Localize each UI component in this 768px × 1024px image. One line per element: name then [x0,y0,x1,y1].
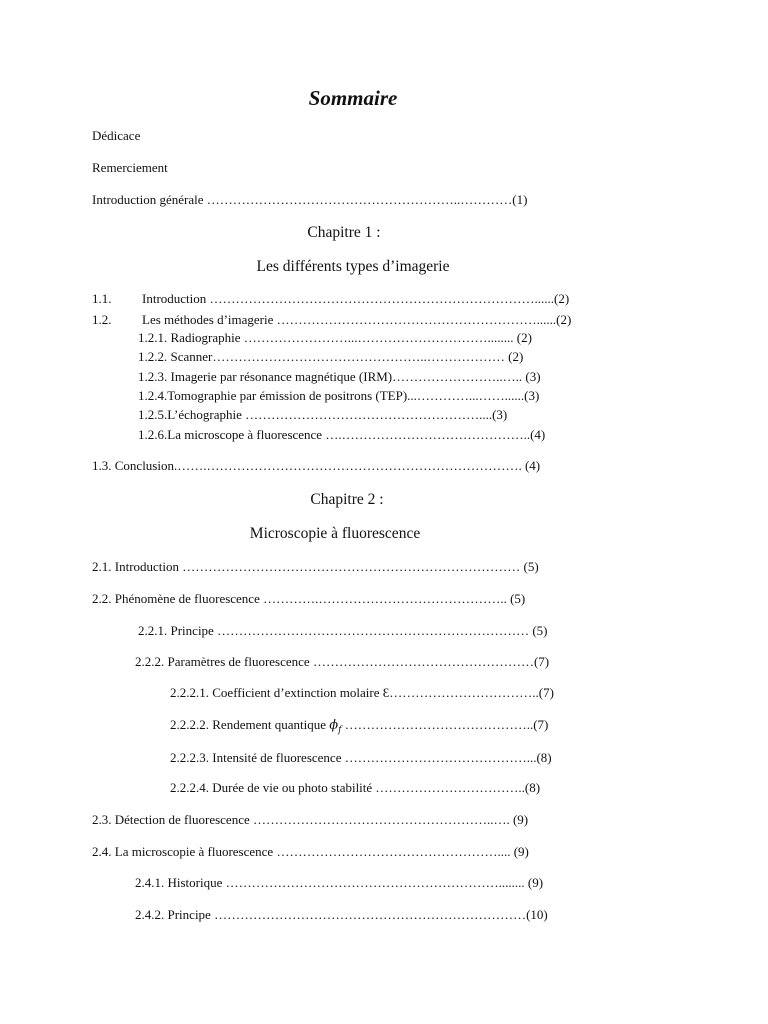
toc-entry-1-2-4: 1.2.4.Tomographie par émission de positrons (TEP)...…………...……......(3) [138,388,540,403]
chapter2-subtitle: Microscopie à fluorescence [249,525,421,542]
chapter2-heading: Chapitre 2 : [310,491,384,508]
toc-entry-text: 2.2.2.2. Rendement quantique [170,717,330,732]
chapter1-subtitle: Les différents types d’imagerie [256,258,450,275]
toc-entry-2-2-2: 2.2.2. Paramètres de fluorescence ……………………………………………(7) [135,654,550,669]
toc-entry-2-2: 2.2. Phénomène de fluorescence ………….…………………………………….. (5) [92,591,526,606]
page-title: Sommaire [308,86,398,110]
toc-entry-2-2-2-3: 2.2.2.3. Intensité de fluorescence ……………………………………...(8) [170,750,552,765]
toc-entry-1-2 [92,312,571,328]
toc-remerciement: Remerciement [92,160,168,175]
toc-entry-1-1 [92,291,569,307]
toc-entry-1-2-5: 1.2.5.L’échographie ………………………………………………....(3) [138,407,508,422]
toc-entry-2-2-2-1: 2.2.2.1. Coefficient d’extinction molaire Ɛ……………………………..(7) [170,685,554,700]
toc-entry-2-2-2-4: 2.2.2.4. Durée de vie ou photo stabilité ……………………………..(8) [170,780,541,795]
toc-entry-text: Les méthodes d’imagerie ……………………………………………………......(2) [142,312,572,327]
toc-entry-1-2-2: 1.2.2. Scanner…………………………………………..……………… (2) [138,349,524,364]
toc-entry-2-4-2: 2.4.2. Principe ………………………………………………………………(10) [135,907,548,922]
phi-symbol [329,718,342,736]
toc-entry-2-3: 2.3. Détection de fluorescence ………………………………………………..…. (9) [92,812,529,827]
toc-entry-1-2-1: 1.2.1. Radiographie ……………………...…………………………........ (2) [138,330,532,345]
toc-entry-text: Introduction …………………………………………………………………......(2) [142,291,570,306]
chapter1-heading: Chapitre 1 : [307,224,381,241]
toc-entry-2-4: 2.4. La microscopie à fluorescence …………………………………………….... (9) [92,844,529,859]
toc-entry-number: 1.2. [92,312,112,327]
toc-dedicace: Dédicace [92,128,141,143]
toc-entry-1-3: 1.3. Conclusion.…….………………………………………………………………. (4) [92,458,541,473]
toc-entry-1-2-3: 1.2.3. Imagerie par résonance magnétique (IRM)……………………..….. (3) [138,369,541,384]
toc-entry-2-4-1: 2.4.1. Historique ………………………………………………………........ (9) [135,875,544,890]
toc-entry-2-1: 2.1. Introduction …………………………………………………………………… (5) [92,559,539,574]
toc-introduction-generale: Introduction générale …………………………………………………..…………(1) [92,192,528,207]
toc-entry-2-2-1: 2.2.1. Principe ……………………………………………………………… (5) [138,623,548,638]
toc-entry-leader: ……………………………………..(7) [341,717,549,732]
phi-glyph: ϕ [329,718,339,733]
toc-entry-2-2-2-2 [170,717,548,739]
toc-entry-number: 1.1. [92,291,112,306]
toc-entry-1-2-6: 1.2.6.La microscope à fluorescence ….……………………………………..(4) [138,427,546,442]
phi-subscript: f [338,725,342,736]
